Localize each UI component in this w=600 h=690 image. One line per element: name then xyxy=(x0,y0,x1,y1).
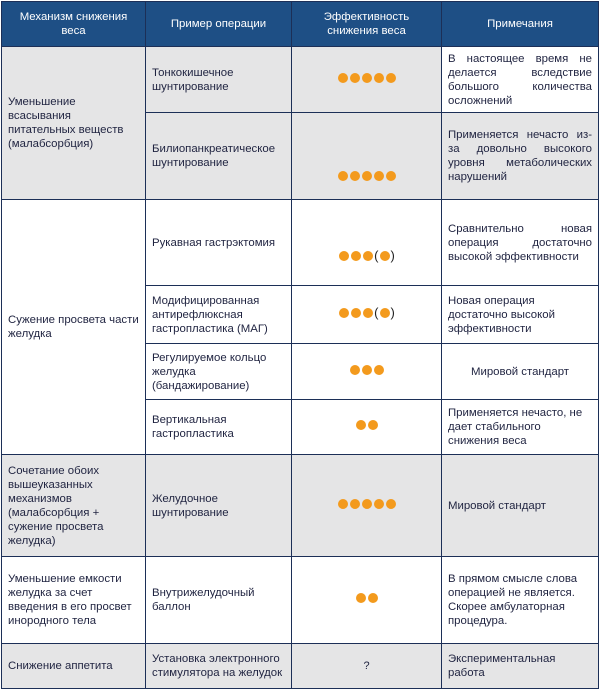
efficiency-dot xyxy=(374,171,384,181)
efficiency-dots xyxy=(356,593,378,603)
table-row xyxy=(2,644,599,689)
table-row xyxy=(2,200,599,286)
operation-note: Мировой стандарт xyxy=(442,344,599,400)
operation-name: Вертикальная гастропластика xyxy=(146,400,292,455)
efficiency-cell xyxy=(292,344,442,400)
header-notes: Примечания xyxy=(442,2,599,47)
table-row xyxy=(2,455,599,557)
efficiency-dot xyxy=(351,308,361,318)
efficiency-dot xyxy=(350,499,360,509)
efficiency-dot xyxy=(338,499,348,509)
efficiency-dot xyxy=(363,308,373,318)
efficiency-dots xyxy=(338,171,396,181)
mechanism-cell: Уменьшение всасывания питательных веществ (малабсорбция) xyxy=(2,47,146,200)
weight-loss-operations-table xyxy=(1,1,599,689)
efficiency-dots xyxy=(338,499,396,509)
efficiency-cell xyxy=(292,286,442,344)
efficiency-dot xyxy=(338,73,348,83)
operation-name: Желудочное шунтирование xyxy=(146,455,292,557)
efficiency-cell xyxy=(292,644,442,689)
efficiency-dot-optional xyxy=(380,251,390,261)
header-row xyxy=(2,2,599,47)
mechanism-cell: Сочетание обоих вышеуказанных механизмов (малабсорбция + сужение просвета желудка) xyxy=(2,455,146,557)
operation-name: Рукавная гастрэктомия xyxy=(146,200,292,286)
efficiency-dot xyxy=(339,251,349,261)
operation-note: Экспериментальная работа xyxy=(442,644,599,689)
efficiency-dots xyxy=(338,73,396,83)
efficiency-dots xyxy=(339,304,395,320)
header-mechanism: Механизм снижения веса xyxy=(2,2,146,47)
efficiency-cell xyxy=(292,113,442,200)
efficiency-dots xyxy=(356,420,378,430)
efficiency-dot xyxy=(368,420,378,430)
efficiency-dot xyxy=(362,73,372,83)
efficiency-dot xyxy=(386,73,396,83)
operation-name: Билиопанкреатическое шунтирование xyxy=(146,113,292,200)
optional-paren-close: ) xyxy=(390,247,395,263)
header-efficiency: Эффективность снижения веса xyxy=(292,2,442,47)
optional-paren-open: ( xyxy=(374,247,379,263)
efficiency-cell xyxy=(292,557,442,644)
operation-note: Сравнительно новая операция достаточно высокой эффективности xyxy=(442,200,599,286)
operation-note: Новая операция достаточно высокой эффективности xyxy=(442,286,599,344)
operation-name: Тонкокишечное шунтирование xyxy=(146,47,292,113)
efficiency-dot xyxy=(338,171,348,181)
operation-name: Установка электронного стимулятора на желудок xyxy=(146,644,292,689)
efficiency-dots xyxy=(339,247,395,263)
operation-name: Модифицированная антирефлюксная гастропластика (МАГ) xyxy=(146,286,292,344)
efficiency-dot xyxy=(339,308,349,318)
efficiency-dot xyxy=(356,593,366,603)
efficiency-dots xyxy=(350,365,384,375)
efficiency-dot xyxy=(362,365,372,375)
header-example: Пример операции xyxy=(146,2,292,47)
efficiency-dot xyxy=(350,73,360,83)
efficiency-cell xyxy=(292,47,442,113)
efficiency-unknown: ? xyxy=(363,660,370,672)
efficiency-dot xyxy=(374,73,384,83)
efficiency-cell xyxy=(292,200,442,286)
optional-paren-close: ) xyxy=(390,304,395,320)
operation-note: Мировой стандарт xyxy=(442,455,599,557)
operation-note: В прямом смысле слова операцией не является. Скорее амбулаторная процедура. xyxy=(442,557,599,644)
efficiency-dot xyxy=(363,251,373,261)
efficiency-dot xyxy=(386,171,396,181)
operation-note: Применяется нечасто, не дает стабильного снижения веса xyxy=(442,400,599,455)
operation-note: Применяется нечасто из-за довольно высокого уровня метаболических нарушений xyxy=(442,113,599,200)
operation-note: В настоящее время не делается вследствие большого количества осложнений xyxy=(442,47,599,113)
operation-name: Внутрижелудочный баллон xyxy=(146,557,292,644)
efficiency-dot xyxy=(374,499,384,509)
efficiency-dot xyxy=(351,251,361,261)
efficiency-dot xyxy=(374,365,384,375)
operation-name: Регулируемое кольцо желудка (бандажирование) xyxy=(146,344,292,400)
mechanism-cell: Уменьшение емкости желудка за счет введения в его просвет инородного тела xyxy=(2,557,146,644)
efficiency-dot-optional xyxy=(380,308,390,318)
mechanism-cell: Сужение просвета части желудка xyxy=(2,200,146,455)
efficiency-dot xyxy=(362,171,372,181)
efficiency-dot xyxy=(368,593,378,603)
efficiency-dot xyxy=(356,420,366,430)
efficiency-cell xyxy=(292,455,442,557)
mechanism-cell: Снижение аппетита xyxy=(2,644,146,689)
table-row xyxy=(2,557,599,644)
optional-paren-open: ( xyxy=(374,304,379,320)
efficiency-dot xyxy=(350,171,360,181)
efficiency-dot xyxy=(362,499,372,509)
table-row xyxy=(2,47,599,113)
efficiency-dot xyxy=(386,499,396,509)
efficiency-cell xyxy=(292,400,442,455)
efficiency-dot xyxy=(350,365,360,375)
